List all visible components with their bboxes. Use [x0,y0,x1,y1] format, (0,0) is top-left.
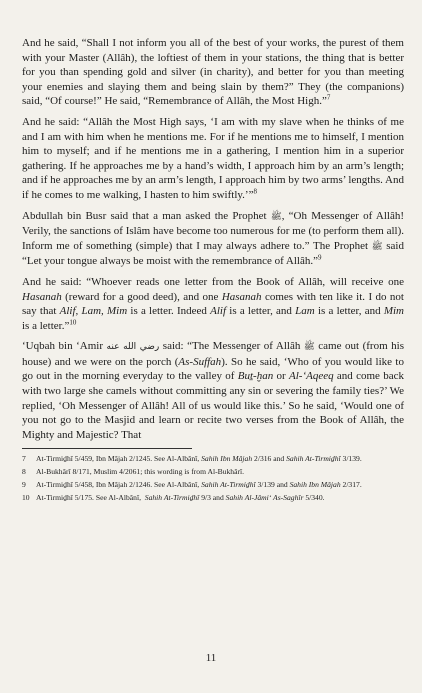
footnotes [22,454,404,503]
footnote-number: 9 [22,480,26,490]
footnote-text: At-Tirmiḏhî 5/458, Ibn Mâjah 2/1246. See Al-Albânî, Sahih At-Tirmiḏhî 3/139 and Sahih Ibn Mâjah 2/317. [36,480,362,490]
footnote-text: Al-Bukhârî 8/171, Muslim 4/2061; this wording is from Al-Bukhârî. [36,467,244,477]
footnote-number: 7 [22,454,26,464]
body-text [22,36,404,442]
footnote-number: 8 [22,467,26,477]
footnote-text: At-Tirmiḏhî 5/459, Ibn Mâjah 2/1245. See Al-Albânî, Sahih Ibn Mâjah 2/316 and Sahih At-Tirmiḏhî 3/139. [36,454,362,464]
footnote-separator [22,448,192,449]
paragraph-5: ‘Uqbah bin ‘Amir رضي الله عنه said: “The Messenger of Allâh ﷺ came out (from his house) and we were on the porch (As-Suffah). So he said, ‘Who of you would like to go out in the morning everyday to the valley of Buṯ-ḫan or Al-‘Aqeeq and come back with two large she camels without committing any sin or severing the family ties?’ We replied, ‘Oh Messenger of Allâh! All of us would like this.’ So he said, ‘Would one of you not go to the Masjid and learn or recite two verses from the Book of Allâh, the Mighty and Majestic? That [22,340,405,441]
footnote-10 [22,493,404,503]
footnote-9 [22,480,404,490]
footnote-8 [22,467,404,477]
footnote-7 [22,454,404,464]
footnote-text: At-Tirmiḏhî 5/175. See Al-Albânî, Sahih At-Tirmiḏhî 9/3 and Sahih Al-Jâmi‘ As-Saghîr 5/340. [36,493,325,503]
page-number: 11 [205,652,217,664]
paragraph-1: And he said, “Shall I not inform you all of the best of your works, the purest of them with your Master (Allâh), the loftiest of them in your stations, the thing that is better for you than spending gold and silver (in charity), and better for you than meeting your enemies and slaying them and being slain by them?” They (the companions) said, “Of course!” He said, “Remembrance of Allâh, the Most High.”$^7$ [22,37,404,108]
paragraph-2: And he said: “Allâh the Most High says, ‘I am with my slave when he thinks of me and I am with him when he mentions me. For if he mentions me to himself, I mention him to myself; and if he mentions me in a gathering, I mention him in a superior gathering. If he approaches me by a hand’s width, I approach him by an arm’s length; and if he approaches me by an arm’s length, I approach him by two arms’ lengths. And if he comes to me walking, I hasten to him swiftly.’”$^8$ [22,115,404,201]
footnote-number: 10 [22,493,30,503]
paragraph-3: Abdullah bin Busr said that a man asked the Prophet ﷺ, “Oh Messenger of Allâh! Verily, the sanctions of Islâm have become too numerous for me (to perform them all). Inform me of something (simple) that I may always adhere to.” The Prophet ﷺ said “Let your tongue always be moist with the remembrance of Allâh.”$^9$ [22,209,404,268]
paragraph-4: And he said: “Whoever reads one letter from the Book of Allâh, will receive one Hasanah (reward for a good deed), and one Hasanah comes with ten like it. I do not say that Alif, Lam, Mim is a letter. Indeed Alif is a letter, and Lam is a letter, and Mim is a letter.”$^{10}$ [22,275,404,332]
